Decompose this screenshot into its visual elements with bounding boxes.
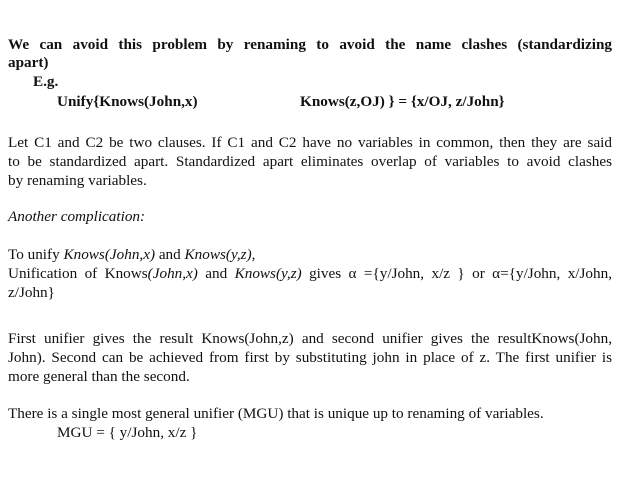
para4-line2 [8,264,612,284]
para4-line1 [8,245,255,265]
para4-line1-term-knows-y-z: Knows(y,z) [184,246,252,263]
eg-label: E.g. [33,73,59,90]
para4-line2-term-knows-y-z: Knows(y,z) [234,265,302,282]
para2-line1: Let C1 and C2 be two clauses. If C1 and C2 have no variables in common, then they are said [8,134,612,151]
unify-example-right: Knows(z,OJ) } = {x/OJ, z/John} [300,93,505,110]
para1-line1: We can avoid this problem by renaming to avoid the name clashes (standardizing [8,36,612,53]
para2-line3: by renaming variables. [8,172,147,189]
heading-another-complication: Another complication: [8,208,146,225]
para4-line1-term-knows-john-x: Knows(John,x) [63,246,156,263]
para4-line1-text-c: and [155,246,185,263]
para4-line1-text-a: To unify [8,246,64,263]
para4-line3: z/John} [8,284,55,301]
para4-line2-text-e: gives α ={y/John, x/z } or α={y/John, x/John, [301,265,612,282]
para4-line2-term-john-x: (John,x) [147,265,198,282]
para4-line2-text-c: and [197,265,235,282]
unify-example-left: Unify{Knows(John,x) [57,93,198,110]
para5-line2: John). Second can be achieved from first by substituting john in place of z. The first unifier is [8,349,612,366]
mgu-formula: MGU = { y/John, x/z } [57,424,198,441]
para5-line1: First unifier gives the result Knows(John,z) and second unifier gives the resultKnows(John, [8,330,612,347]
para5-line3: more general than the second. [8,368,190,385]
para4-line1-text-e: , [251,246,256,263]
para6-line1: There is a single most general unifier (MGU) that is unique up to renaming of variables. [8,405,544,422]
para4-line2-text-a: Unification of Knows [8,265,148,282]
para2-line2: to be standardized apart. Standardized apart eliminates overlap of variables to avoid clashes [8,153,612,170]
para1-line2: apart) [8,54,49,71]
